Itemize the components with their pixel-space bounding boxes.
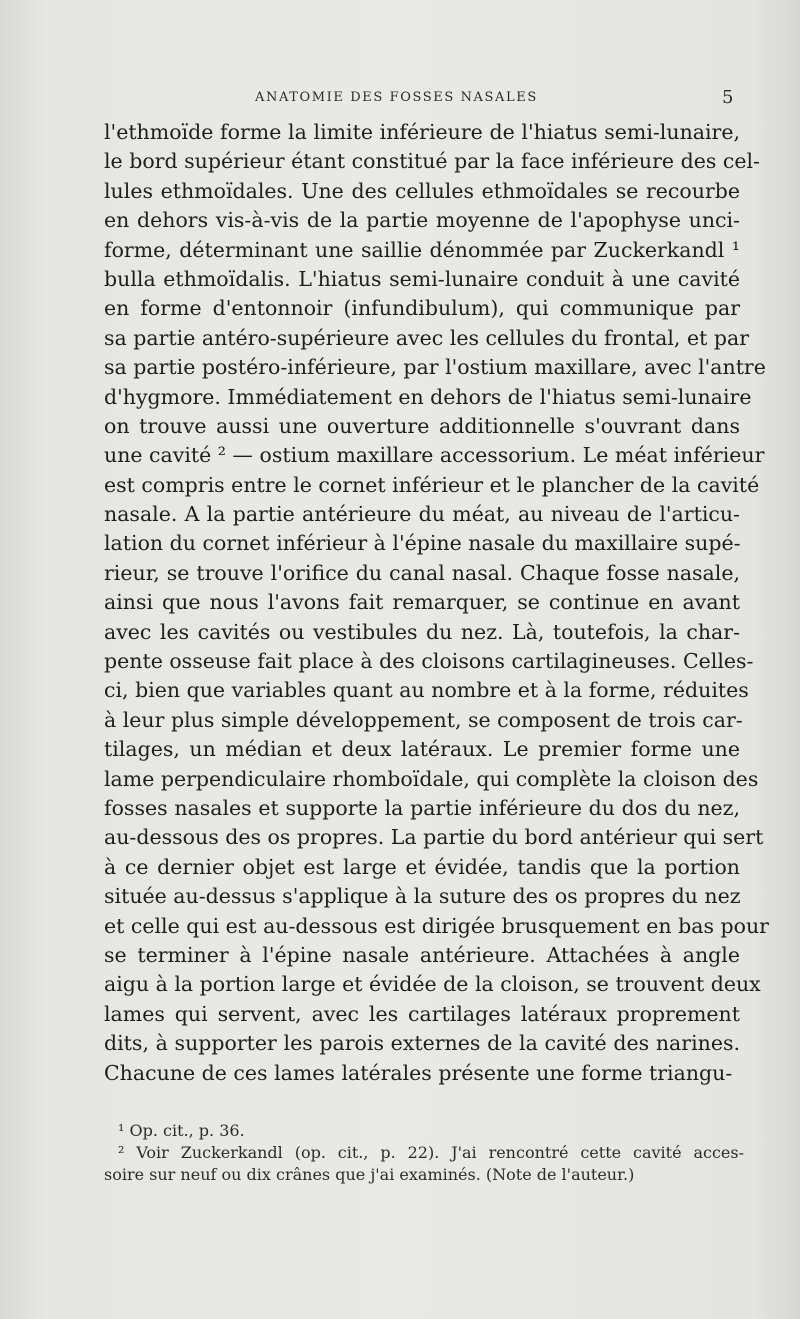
running-head: ANATOMIE DES FOSSES NASALES <box>255 90 538 105</box>
footnotes <box>104 1120 744 1186</box>
text-line: Chacune de ces lames latérales présente une forme triangu- <box>104 1060 733 1085</box>
text-line: lules ethmoïdales. Une des cellules ethmoïdales se recourbe <box>104 178 740 203</box>
text-line: tilages, un médian et deux latéraux. Le premier forme une <box>104 737 740 762</box>
text-line: à leur plus simple développement, se composent de trois car- <box>104 707 743 732</box>
body-text <box>104 118 769 1088</box>
text-line: fosses nasales et supporte la partie inférieure du dos du nez, <box>104 795 740 820</box>
text-line: dits, à supporter les parois externes de la cavité des narines. <box>104 1031 740 1056</box>
text-line: nasale. A la partie antérieure du méat, au niveau de l'articu- <box>104 502 740 527</box>
text-line: lation du cornet inférieur à l'épine nasale du maxillaire supé- <box>104 531 741 556</box>
text-line: est compris entre le cornet inférieur et le plancher de la cavité <box>104 472 760 497</box>
text-line: avec les cavités ou vestibules du nez. Là, toutefois, la char- <box>104 619 740 644</box>
text-line: sa partie antéro-supérieure avec les cellules du frontal, et par <box>104 325 749 350</box>
text-line: une cavité ² — ostium maxillare accessorium. Le méat inférieur <box>104 443 765 468</box>
text-line: ainsi que nous l'avons fait remarquer, se continue en avant <box>104 590 740 615</box>
page-number: 5 <box>722 87 734 108</box>
text-line: et celle qui est au-dessous est dirigée brusquement en bas pour <box>104 913 769 938</box>
text-line: l'ethmoïde forme la limite inférieure de l'hiatus semi-lunaire, <box>104 120 740 144</box>
text-line: au-dessous des os propres. La partie du bord antérieur qui sert <box>104 825 764 850</box>
text-line: à ce dernier objet est large et évidée, tandis que la portion <box>104 854 740 879</box>
text-line: en forme d'entonnoir (infundibulum), qui communique par <box>104 296 740 321</box>
text-line: aigu à la portion large et évidée de la cloison, se trouvent deux <box>104 972 761 997</box>
text-line: bulla ethmoïdalis. L'hiatus semi-lunaire conduit à une cavité <box>104 266 740 291</box>
text-line: ci, bien que variables quant au nombre et à la forme, réduites <box>104 678 749 703</box>
text-line: rieur, se trouve l'orifice du canal nasal. Chaque fosse nasale, <box>104 560 740 585</box>
text-line: en dehors vis-à-vis de la partie moyenne de l'apophyse unci- <box>104 208 740 233</box>
footnote-1: ¹ Op. cit., p. 36. <box>118 1121 245 1140</box>
text-line: on trouve aussi une ouverture additionnelle s'ouvrant dans <box>104 413 740 438</box>
footnote-2: ² Voir Zuckerkandl (op. cit., p. 22). J'ai rencontré cette cavité acces- <box>118 1143 744 1162</box>
text-line: se terminer à l'épine nasale antérieure. Attachées à angle <box>104 942 740 967</box>
footnote-2-continued: soire sur neuf ou dix crânes que j'ai examinés. (Note de l'auteur.) <box>104 1165 635 1184</box>
text-line: le bord supérieur étant constitué par la face inférieure des cel- <box>104 149 760 174</box>
text-line: lame perpendiculaire rhomboïdale, qui complète la cloison des <box>104 766 759 791</box>
text-line: située au-dessus s'applique à la suture des os propres du nez <box>104 884 741 909</box>
text-line: forme, déterminant une saillie dénommée par Zuckerkandl ¹ <box>104 237 740 262</box>
text-line: pente osseuse fait place à des cloisons cartilagineuses. Celles- <box>104 649 754 674</box>
text-line: d'hygmore. Immédiatement en dehors de l'hiatus semi-lunaire <box>104 384 752 409</box>
text-line: sa partie postéro-inférieure, par l'ostium maxillare, avec l'antre <box>104 355 766 380</box>
text-line: lames qui servent, avec les cartilages latéraux proprement <box>104 1001 740 1026</box>
